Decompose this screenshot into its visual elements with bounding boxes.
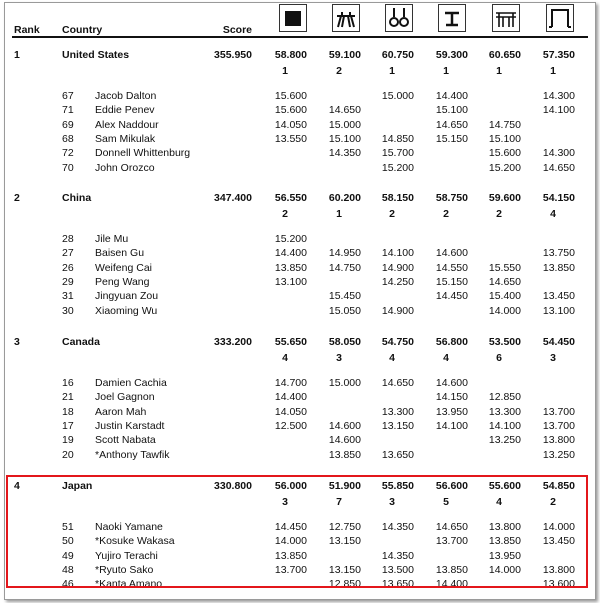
athlete-score: 15.450	[328, 290, 361, 302]
athlete-name: Jacob Dalton	[95, 90, 157, 102]
athlete-score: 15.150	[435, 276, 468, 288]
athlete-score: 14.600	[328, 420, 361, 432]
apparatus-total: 58.150	[381, 192, 414, 204]
apparatus-total: 56.000	[274, 480, 307, 492]
athlete-score: 14.400	[274, 391, 307, 403]
athlete-score: 13.600	[542, 578, 575, 590]
athlete-score: 15.000	[328, 377, 361, 389]
apparatus-total: 55.650	[274, 336, 307, 348]
athlete-score: 13.800	[542, 434, 575, 446]
athlete-score: 13.150	[328, 535, 361, 547]
athlete-name: Scott Nabata	[95, 434, 156, 446]
athlete-score: 14.350	[381, 521, 414, 533]
still-rings-icon	[385, 4, 413, 32]
athlete-name: Damien Cachia	[95, 377, 167, 389]
athlete-score: 14.000	[488, 305, 521, 317]
apparatus-rank: 2	[389, 208, 395, 220]
athlete-score: 14.000	[542, 521, 575, 533]
athlete-score: 13.700	[542, 406, 575, 418]
athlete-number: 29	[62, 276, 74, 288]
athlete-score: 14.450	[274, 521, 307, 533]
athlete-name: *Ryuto Sako	[95, 564, 154, 576]
athlete-score: 13.450	[542, 290, 575, 302]
athlete-name: Aaron Mah	[95, 406, 147, 418]
athlete-score: 13.700	[542, 420, 575, 432]
athlete-score: 13.850	[328, 449, 361, 461]
athlete-score: 15.550	[488, 262, 521, 274]
athlete-number: 72	[62, 147, 74, 159]
athlete-number: 20	[62, 449, 74, 461]
athlete-score: 14.050	[274, 406, 307, 418]
floor-exercise-icon	[279, 4, 307, 32]
apparatus-rank: 6	[496, 352, 502, 364]
athlete-score: 14.300	[542, 147, 575, 159]
apparatus-total: 60.650	[488, 49, 521, 61]
apparatus-rank: 4	[496, 496, 502, 508]
athlete-number: 28	[62, 233, 74, 245]
athlete-score: 15.100	[328, 133, 361, 145]
pommel-horse-icon	[332, 4, 360, 32]
athlete-score: 14.450	[435, 290, 468, 302]
athlete-name: *Kosuke Wakasa	[95, 535, 175, 547]
athlete-number: 19	[62, 434, 74, 446]
apparatus-total: 54.150	[542, 192, 575, 204]
athlete-score: 15.000	[328, 119, 361, 131]
athlete-score: 15.600	[274, 90, 307, 102]
apparatus-total: 55.850	[381, 480, 414, 492]
apparatus-rank: 7	[336, 496, 342, 508]
athlete-score: 14.000	[274, 535, 307, 547]
apparatus-rank: 2	[550, 496, 556, 508]
athlete-score: 14.600	[435, 377, 468, 389]
athlete-number: 46	[62, 578, 74, 590]
apparatus-total: 59.600	[488, 192, 521, 204]
apparatus-total: 56.800	[435, 336, 468, 348]
athlete-score: 14.750	[488, 119, 521, 131]
athlete-score: 14.850	[381, 133, 414, 145]
athlete-score: 14.400	[435, 90, 468, 102]
athlete-score: 12.850	[328, 578, 361, 590]
team-score: 330.800	[214, 480, 252, 492]
athlete-score: 13.100	[542, 305, 575, 317]
athlete-score: 13.950	[488, 550, 521, 562]
apparatus-rank: 2	[336, 65, 342, 77]
selection-highlight	[6, 475, 588, 588]
athlete-number: 30	[62, 305, 74, 317]
athlete-score: 14.600	[435, 247, 468, 259]
header-rule	[12, 36, 588, 38]
athlete-score: 14.900	[381, 305, 414, 317]
apparatus-total: 51.900	[328, 480, 361, 492]
athlete-score: 13.250	[488, 434, 521, 446]
team-country: China	[62, 192, 92, 204]
athlete-name: Xiaoming Wu	[95, 305, 158, 317]
athlete-number: 70	[62, 162, 74, 174]
team-rank: 2	[14, 192, 20, 204]
apparatus-rank: 3	[389, 496, 395, 508]
apparatus-total: 53.500	[488, 336, 521, 348]
athlete-name: Naoki Yamane	[95, 521, 163, 533]
apparatus-total: 60.200	[328, 192, 361, 204]
athlete-score: 14.100	[381, 247, 414, 259]
athlete-score: 14.400	[274, 247, 307, 259]
apparatus-rank: 1	[550, 65, 556, 77]
athlete-score: 13.300	[381, 406, 414, 418]
athlete-score: 14.150	[435, 391, 468, 403]
athlete-number: 49	[62, 550, 74, 562]
apparatus-total: 56.600	[435, 480, 468, 492]
athlete-number: 48	[62, 564, 74, 576]
athlete-name: Eddie Penev	[95, 104, 155, 116]
athlete-score: 14.350	[328, 147, 361, 159]
team-rank: 3	[14, 336, 20, 348]
athlete-score: 14.350	[381, 550, 414, 562]
athlete-number: 18	[62, 406, 74, 418]
athlete-score: 13.250	[542, 449, 575, 461]
team-country: Japan	[62, 480, 93, 492]
athlete-score: 14.100	[435, 420, 468, 432]
athlete-number: 51	[62, 521, 74, 533]
athlete-name: Weifeng Cai	[95, 262, 153, 274]
apparatus-total: 54.750	[381, 336, 414, 348]
apparatus-total: 56.550	[274, 192, 307, 204]
apparatus-rank: 1	[496, 65, 502, 77]
athlete-score: 13.300	[488, 406, 521, 418]
athlete-score: 13.550	[274, 133, 307, 145]
apparatus-rank: 4	[443, 352, 449, 364]
athlete-score: 14.050	[274, 119, 307, 131]
athlete-score: 15.000	[381, 90, 414, 102]
athlete-name: Yujiro Terachi	[95, 550, 158, 562]
athlete-score: 12.500	[274, 420, 307, 432]
athlete-score: 14.650	[488, 276, 521, 288]
athlete-score: 14.650	[542, 162, 575, 174]
athlete-number: 31	[62, 290, 74, 302]
athlete-score: 14.000	[488, 564, 521, 576]
athlete-number: 27	[62, 247, 74, 259]
apparatus-rank: 3	[550, 352, 556, 364]
athlete-score: 14.900	[381, 262, 414, 274]
apparatus-total: 58.050	[328, 336, 361, 348]
athlete-name: Jingyuan Zou	[95, 290, 159, 302]
athlete-score: 15.100	[488, 133, 521, 145]
country-header: Country	[62, 24, 103, 36]
vault-icon	[438, 4, 466, 32]
athlete-score: 14.950	[328, 247, 361, 259]
athlete-score: 14.650	[328, 104, 361, 116]
athlete-name: Joel Gagnon	[95, 391, 155, 403]
athlete-score: 13.150	[328, 564, 361, 576]
athlete-number: 71	[62, 104, 74, 116]
athlete-score: 13.850	[435, 564, 468, 576]
athlete-number: 69	[62, 119, 74, 131]
athlete-score: 15.050	[328, 305, 361, 317]
team-country: United States	[62, 49, 130, 61]
apparatus-rank: 2	[496, 208, 502, 220]
apparatus-rank: 1	[336, 208, 342, 220]
apparatus-rank: 2	[282, 208, 288, 220]
athlete-score: 13.450	[542, 535, 575, 547]
athlete-name: *Anthony Tawfik	[95, 449, 170, 461]
athlete-score: 14.100	[488, 420, 521, 432]
athlete-score: 15.600	[488, 147, 521, 159]
athlete-number: 16	[62, 377, 74, 389]
athlete-score: 15.400	[488, 290, 521, 302]
athlete-score: 14.300	[542, 90, 575, 102]
athlete-score: 14.750	[328, 262, 361, 274]
athlete-number: 26	[62, 262, 74, 274]
athlete-score: 13.800	[542, 564, 575, 576]
athlete-score: 12.850	[488, 391, 521, 403]
athlete-score: 13.100	[274, 276, 307, 288]
athlete-score: 13.800	[488, 521, 521, 533]
athlete-score: 13.650	[381, 578, 414, 590]
athlete-score: 14.100	[542, 104, 575, 116]
parallel-bars-icon	[492, 4, 520, 32]
team-score: 347.400	[214, 192, 252, 204]
team-score: 355.950	[214, 49, 252, 61]
athlete-score: 13.850	[274, 550, 307, 562]
athlete-score: 15.200	[381, 162, 414, 174]
apparatus-rank: 3	[282, 496, 288, 508]
apparatus-total: 59.100	[328, 49, 361, 61]
apparatus-total: 58.750	[435, 192, 468, 204]
apparatus-rank: 1	[282, 65, 288, 77]
apparatus-total: 54.450	[542, 336, 575, 348]
athlete-name: Sam Mikulak	[95, 133, 156, 145]
apparatus-total: 59.300	[435, 49, 468, 61]
athlete-score: 12.750	[328, 521, 361, 533]
athlete-score: 15.700	[381, 147, 414, 159]
athlete-score: 13.150	[381, 420, 414, 432]
athlete-score: 15.200	[274, 233, 307, 245]
athlete-number: 17	[62, 420, 74, 432]
athlete-score: 15.200	[488, 162, 521, 174]
athlete-score: 13.750	[542, 247, 575, 259]
athlete-score: 14.650	[435, 521, 468, 533]
apparatus-total: 54.850	[542, 480, 575, 492]
athlete-score: 13.500	[381, 564, 414, 576]
athlete-score: 13.650	[381, 449, 414, 461]
athlete-name: Donnell Whittenburg	[95, 147, 191, 159]
athlete-score: 14.550	[435, 262, 468, 274]
team-rank: 4	[14, 480, 20, 492]
athlete-name: John Orozco	[95, 162, 155, 174]
apparatus-rank: 4	[282, 352, 288, 364]
athlete-name: Baisen Gu	[95, 247, 145, 259]
athlete-score: 15.600	[274, 104, 307, 116]
athlete-name: Peng Wang	[95, 276, 150, 288]
athlete-number: 68	[62, 133, 74, 145]
apparatus-rank: 4	[389, 352, 395, 364]
apparatus-rank: 5	[443, 496, 449, 508]
athlete-number: 50	[62, 535, 74, 547]
athlete-score: 14.250	[381, 276, 414, 288]
athlete-score: 13.700	[274, 564, 307, 576]
athlete-score: 14.600	[328, 434, 361, 446]
team-score: 333.200	[214, 336, 252, 348]
athlete-score: 13.850	[488, 535, 521, 547]
athlete-number: 67	[62, 90, 74, 102]
athlete-score: 14.700	[274, 377, 307, 389]
team-rank: 1	[14, 49, 20, 61]
athlete-score: 13.700	[435, 535, 468, 547]
athlete-name: *Kanta Amano	[95, 578, 163, 590]
athlete-score: 15.100	[435, 104, 468, 116]
athlete-score: 13.850	[274, 262, 307, 274]
apparatus-total: 58.800	[274, 49, 307, 61]
athlete-score: 13.850	[542, 262, 575, 274]
apparatus-rank: 1	[389, 65, 395, 77]
apparatus-rank: 3	[336, 352, 342, 364]
apparatus-total: 57.350	[542, 49, 575, 61]
athlete-score: 14.650	[435, 119, 468, 131]
score-header: Score	[222, 24, 252, 36]
apparatus-total: 60.750	[381, 49, 414, 61]
athlete-name: Alex Naddour	[95, 119, 159, 131]
athlete-score: 15.150	[435, 133, 468, 145]
rank-header: Rank	[14, 24, 40, 36]
athlete-number: 21	[62, 391, 74, 403]
team-country: Canada	[62, 336, 100, 348]
athlete-score: 14.400	[435, 578, 468, 590]
apparatus-total: 55.600	[488, 480, 521, 492]
athlete-name: Jile Mu	[95, 233, 129, 245]
athlete-score: 13.950	[435, 406, 468, 418]
apparatus-rank: 2	[443, 208, 449, 220]
athlete-name: Justin Karstadt	[95, 420, 165, 432]
apparatus-rank: 4	[550, 208, 556, 220]
apparatus-rank: 1	[443, 65, 449, 77]
athlete-score: 14.650	[381, 377, 414, 389]
horizontal-bar-icon	[546, 4, 574, 32]
